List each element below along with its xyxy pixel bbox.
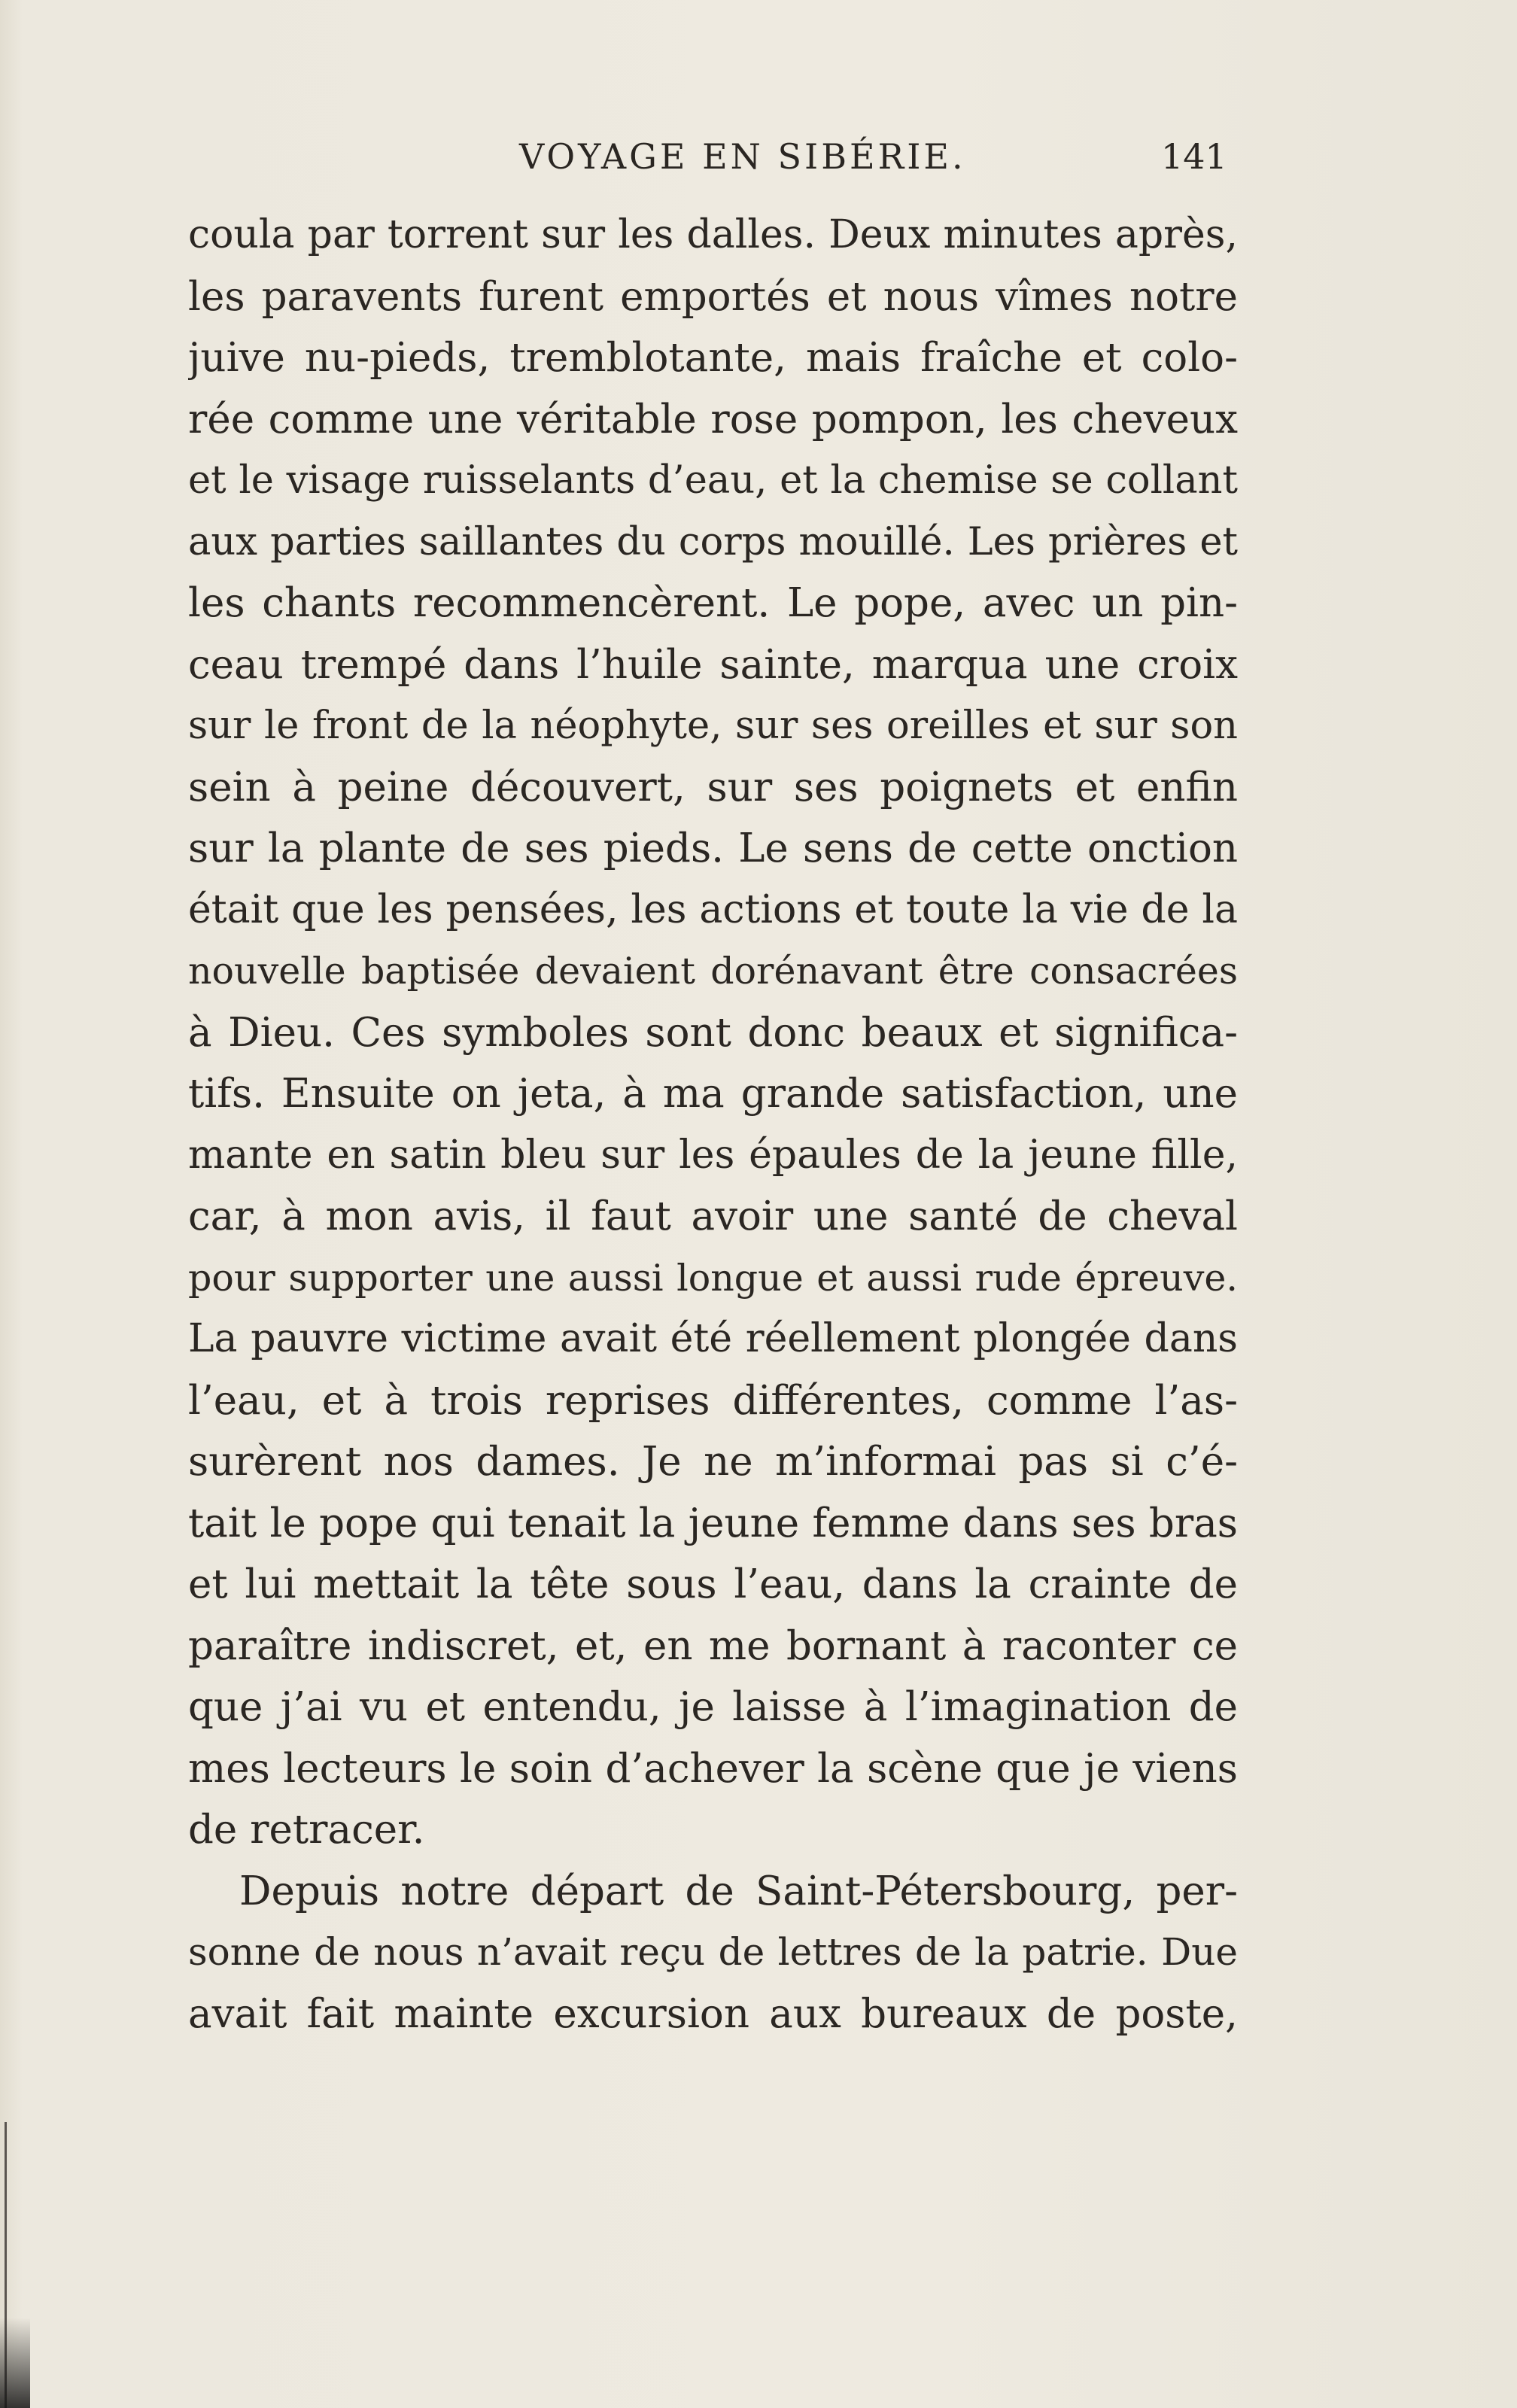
text-line: surèrent nos dames. Je ne m’informai pas si c’é- [188, 1439, 1238, 1485]
text-line: coula par torrent sur les dalles. Deux minutes après, [188, 212, 1238, 257]
body-text [188, 205, 1238, 2045]
text-line: et lui mettait la tête sous l’eau, dans la crainte de [188, 1561, 1238, 1607]
text-line: sonne de nous n’avait reçu de lettres de la patrie. Due [188, 1930, 1238, 1974]
text-line: tait le pope qui tenait la jeune femme dans ses bras [188, 1500, 1238, 1546]
text-line: mes lecteurs le soin d’achever la scène que je viens [188, 1745, 1238, 1792]
running-head [188, 134, 1242, 179]
text-line: La pauvre victime avait été réellement plongée dans [188, 1316, 1238, 1361]
text-line: paraître indiscret, et, en me bornant à raconter ce [188, 1622, 1238, 1669]
page-number: 141 [1161, 136, 1227, 177]
running-title: VOYAGE EN SIBÉRIE. [519, 136, 966, 177]
text-line: sein à peine découvert, sur ses poignets et enfin [188, 764, 1238, 810]
text-line: les chants recommencèrent. Le pope, avec un pin- [188, 580, 1238, 626]
text-line: sur le front de la néophyte, sur ses oreilles et sur son [188, 704, 1238, 748]
paragraph-first-line: Depuis notre départ de Saint-Pétersbourg, per- [239, 1868, 1238, 1914]
text-line: mante en satin bleu sur les épaules de la jeune fille, [188, 1132, 1238, 1178]
text-line: tifs. Ensuite on jeta, à ma grande satisfaction, une [188, 1071, 1238, 1117]
text-line: nouvelle baptisée devaient dorénavant être consacrées [188, 950, 1238, 993]
text-line: sur la plante de ses pieds. Le sens de cette onction [188, 825, 1238, 871]
text-line: que j’ai vu et entendu, je laisse à l’imagination de [188, 1684, 1238, 1730]
text-line: pour supporter une aussi longue et aussi rude épreuve. [188, 1256, 1238, 1300]
text-line: et le visage ruisselants d’eau, et la chemise se collant [188, 458, 1238, 503]
text-line: les paravents furent emportés et nous vîmes notre [188, 273, 1238, 320]
text-line: rée comme une véritable rose pompon, les cheveux [188, 396, 1238, 442]
text-line: aux parties saillantes du corps mouillé. Les prières et [188, 519, 1238, 564]
page-edge-shadow [0, 2318, 30, 2408]
text-line: à Dieu. Ces symboles sont donc beaux et significa- [188, 1009, 1238, 1056]
text-line: l’eau, et à trois reprises différentes, comme l’as- [188, 1377, 1238, 1424]
text-line: juive nu-pieds, tremblotante, mais fraîche et colo- [188, 335, 1238, 381]
text-line: ceau trempé dans l’huile sainte, marqua une croix [188, 641, 1238, 688]
text-line: avait fait mainte excursion aux bureaux de poste, [188, 1990, 1238, 2037]
text-line: car, à mon avis, il faut avoir une santé de cheval [188, 1193, 1238, 1239]
text-line: était que les pensées, les actions et toute la vie de la [188, 886, 1238, 932]
text-line: de retracer. [188, 1807, 425, 1853]
